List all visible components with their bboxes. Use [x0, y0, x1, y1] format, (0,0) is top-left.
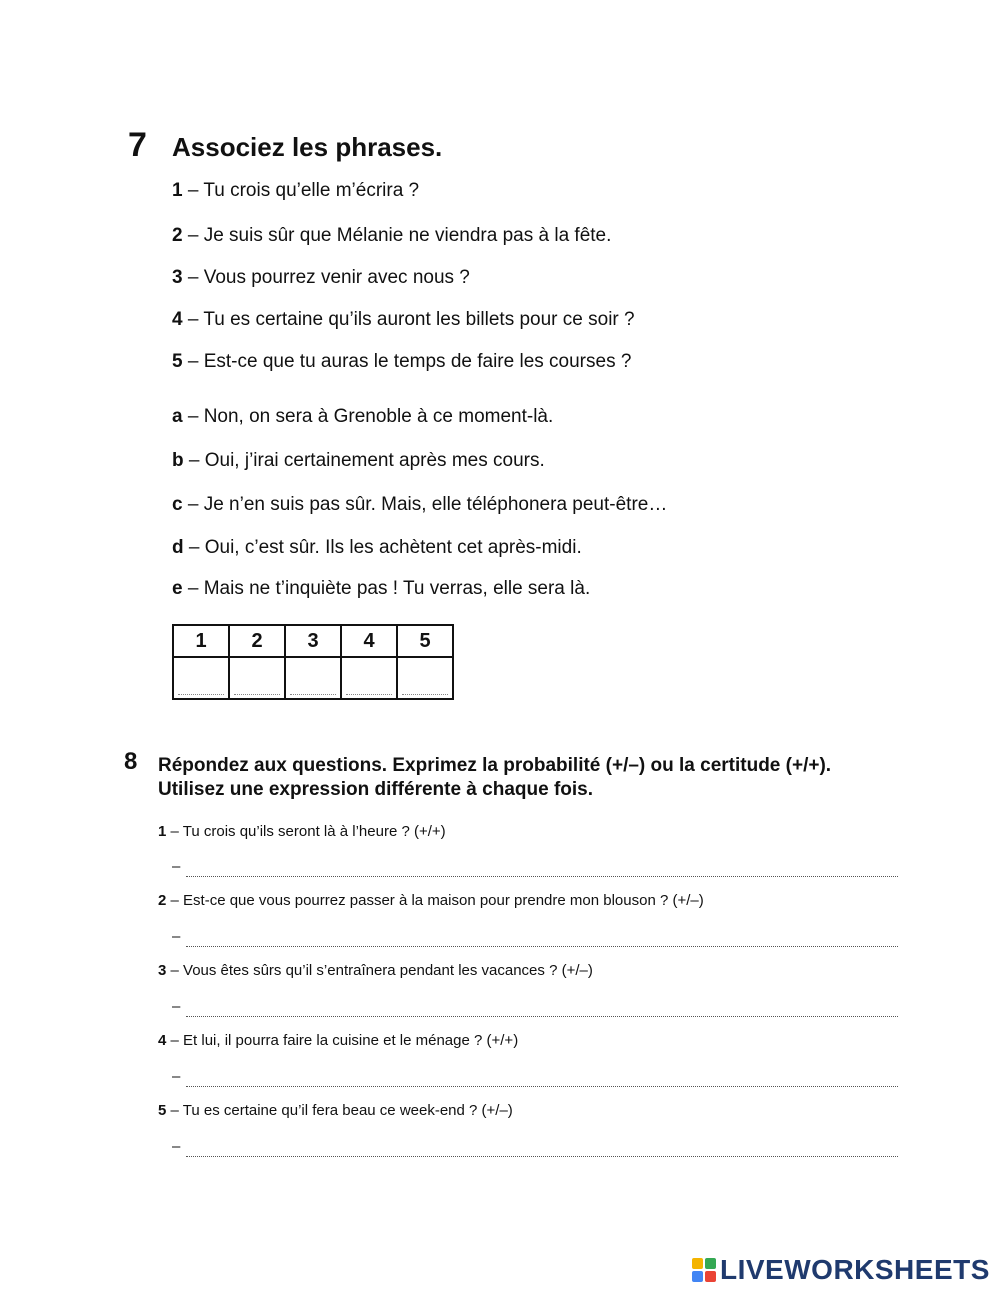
ex8-question-1: 1 – Tu crois qu’ils seront là à l’heure ? (+/+): [158, 823, 446, 840]
match-input-1[interactable]: [178, 661, 224, 695]
ex8-question-4: 4 – Et lui, il pourra faire la cuisine et le ménage ? (+/+): [158, 1032, 519, 1049]
exercise-7-number: 7: [128, 126, 147, 164]
answer-d: d – Oui, c’est sûr. Ils les achètent cet après-midi.: [172, 537, 582, 558]
table-cell-5: [397, 657, 453, 699]
question-2: 2 – Je suis sûr que Mélanie ne viendra pas à la fête.: [172, 225, 612, 246]
ex8-dash-1: –: [172, 858, 181, 875]
table-header-5: 5: [397, 625, 453, 657]
table-header-3: 3: [285, 625, 341, 657]
ex8-question-5: 5 – Tu es certaine qu’il fera beau ce week-end ? (+/–): [158, 1102, 513, 1119]
ex8-dash-4: –: [172, 1068, 181, 1085]
ex8-question-2: 2 – Est-ce que vous pourrez passer à la maison pour prendre mon blouson ? (+/–): [158, 892, 704, 909]
liveworksheets-logo-text: LIVEWORKSHEETS: [720, 1254, 990, 1285]
answer-c: c – Je n’en suis pas sûr. Mais, elle téléphonera peut-être…: [172, 494, 668, 515]
table-header-2: 2: [229, 625, 285, 657]
liveworksheets-grid-icon: [692, 1258, 716, 1282]
exercise-8-number: 8: [124, 748, 138, 775]
exercise-8-title-line-1: Répondez aux questions. Exprimez la probabilité (+/–) ou la certitude (+/+).: [158, 755, 832, 776]
ex8-answer-input-3[interactable]: [186, 992, 898, 1017]
logo-square-1: [692, 1258, 703, 1269]
ex8-dash-5: –: [172, 1138, 181, 1155]
table-cell-3: [285, 657, 341, 699]
ex8-answer-input-1[interactable]: [186, 852, 898, 877]
answer-e: e – Mais ne t’inquiète pas ! Tu verras, elle sera là.: [172, 578, 591, 599]
ex8-answer-input-2[interactable]: [186, 922, 898, 947]
answer-a: a – Non, on sera à Grenoble à ce moment-là.: [172, 406, 554, 427]
question-1: 1 – Tu crois qu’elle m’écrira ?: [172, 180, 420, 201]
match-input-2[interactable]: [234, 661, 280, 695]
match-input-3[interactable]: [290, 661, 336, 695]
question-5: 5 – Est-ce que tu auras le temps de faire les courses ?: [172, 351, 632, 372]
ex8-dash-3: –: [172, 998, 181, 1015]
ex8-answer-input-5[interactable]: [186, 1132, 898, 1157]
logo-square-2: [705, 1258, 716, 1269]
ex8-question-3: 3 – Vous êtes sûrs qu’il s’entraînera pendant les vacances ? (+/–): [158, 962, 593, 979]
table-cell-2: [229, 657, 285, 699]
exercise-8-title-line-2: Utilisez une expression différente à chaque fois.: [158, 779, 594, 800]
ex8-dash-2: –: [172, 928, 181, 945]
match-input-5[interactable]: [402, 661, 448, 695]
exercise-8-title: [158, 754, 831, 802]
table-header-row: [173, 625, 453, 657]
table-header-1: 1: [173, 625, 229, 657]
table-cell-1: [173, 657, 229, 699]
logo-square-3: [692, 1271, 703, 1282]
matching-answer-table: [172, 624, 454, 700]
table-header-4: 4: [341, 625, 397, 657]
question-4: 4 – Tu es certaine qu’ils auront les billets pour ce soir ?: [172, 309, 635, 330]
table-answer-row: [173, 657, 453, 699]
question-3: 3 – Vous pourrez venir avec nous ?: [172, 267, 470, 288]
logo-square-4: [705, 1271, 716, 1282]
match-input-4[interactable]: [346, 661, 392, 695]
exercise-7-title: Associez les phrases.: [172, 132, 443, 162]
table-cell-4: [341, 657, 397, 699]
answer-b: b – Oui, j’irai certainement après mes cours.: [172, 450, 545, 471]
ex8-answer-input-4[interactable]: [186, 1062, 898, 1087]
liveworksheets-logo: [692, 1254, 990, 1286]
